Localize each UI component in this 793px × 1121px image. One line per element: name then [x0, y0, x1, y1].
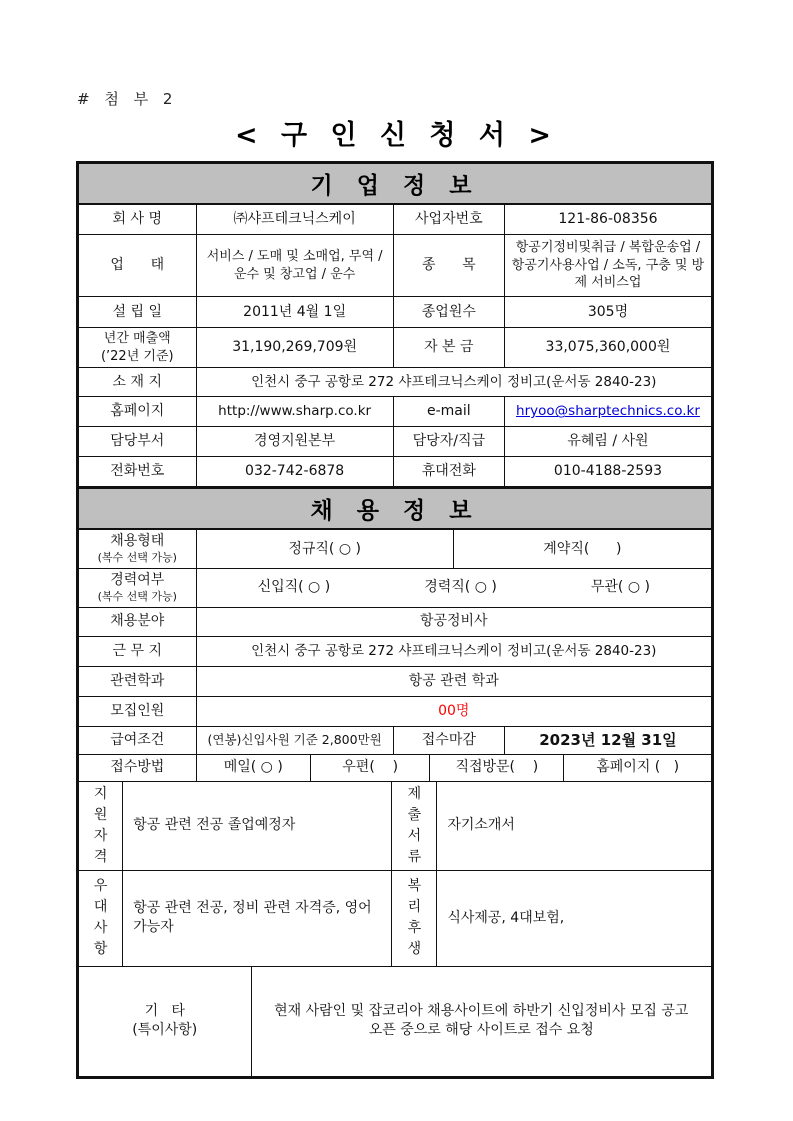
address-row	[79, 368, 711, 397]
revenue-value: 31,190,269,709원	[197, 328, 394, 367]
major-row	[79, 667, 711, 697]
biz-type-value: 서비스 / 도매 및 소매업, 무역 / 운수 및 창고업 / 운수	[197, 235, 394, 296]
career-option-any: 무관( ○ )	[590, 579, 650, 596]
employment-type-label-text: 채용형태	[110, 533, 165, 550]
email-cell	[505, 397, 711, 426]
revenue-label-line1: 년간 매출액	[103, 331, 171, 346]
biz-type-row	[79, 235, 711, 297]
benefits-label-text: 복리후생	[407, 878, 422, 958]
homepage-row	[79, 397, 711, 427]
major-label: 관련학과	[79, 667, 197, 696]
employment-type-regular: 정규직( ○ )	[197, 530, 454, 568]
qualification-label	[79, 782, 123, 870]
capital-value: 33,075,360,000원	[545, 339, 671, 356]
dept-value: 경영지원본부	[197, 427, 394, 456]
phone-value: 032-742-6878	[197, 457, 394, 486]
company-section-header	[79, 164, 711, 205]
recruit-section-header	[79, 487, 711, 530]
phone-label: 전화번호	[79, 457, 197, 486]
benefits-value: 식사제공, 4대보험,	[447, 909, 565, 926]
documents-label-text: 제출서류	[407, 785, 422, 865]
apply-method-row	[79, 755, 711, 782]
company-name-row	[79, 205, 711, 235]
email-link[interactable]: hryoo@sharptechnics.co.kr	[516, 403, 700, 420]
documents-label	[392, 782, 437, 870]
major-value: 항공 관련 학과	[408, 672, 499, 689]
phone-row	[79, 457, 711, 487]
homepage-label: 홈페이지	[79, 397, 197, 426]
manager-label: 담당자/직급	[394, 427, 505, 456]
qualification-value: 항공 관련 전공 졸업예정자	[123, 782, 392, 870]
field-row	[79, 608, 711, 637]
attachment-label: # 첨 부 2	[77, 90, 178, 108]
revenue-label	[79, 328, 197, 367]
workplace-value: 인천시 중구 공항로 272 샤프테크닉스케이 정비고(운서동 2840-23)	[251, 642, 657, 659]
salary-label: 급여조건	[79, 727, 197, 754]
preferred-value: 항공 관련 전공, 정비 관련 자격증, 영어 가능자	[123, 871, 392, 966]
biz-number-value: 121-86-08356	[558, 211, 658, 228]
job-request-form	[76, 161, 714, 1079]
employees-value: 305명	[587, 303, 629, 320]
company-name-label: 회 사 명	[79, 205, 197, 234]
apply-method-label: 접수방법	[79, 755, 197, 781]
employment-type-row	[79, 530, 711, 569]
capital-label: 자 본 금	[394, 328, 505, 367]
salary-row	[79, 727, 711, 755]
etc-value: 현재 사람인 및 잡코리아 채용사이트에 하반기 신입정비사 모집 공고 오픈 중으로 해당 사이트로 접수 요청	[274, 1003, 693, 1039]
mobile-value: 010-4188-2593	[553, 463, 663, 480]
page-title: < 구 인 신 청 서 >	[234, 120, 559, 151]
documents-value: 자기소개서	[447, 817, 515, 834]
workplace-label: 근 무 지	[79, 637, 197, 666]
career-note: (복수 선택 가능)	[97, 589, 177, 603]
career-label	[79, 569, 197, 607]
preferred-label	[79, 871, 123, 966]
apply-option-visit: 직접방문( )	[430, 755, 564, 781]
etc-label-line2: (특이사항)	[132, 1022, 198, 1039]
headcount-label: 모집인원	[79, 697, 197, 726]
headcount-row	[79, 697, 711, 727]
founded-value: 2011년 4월 1일	[197, 297, 394, 327]
career-row	[79, 569, 711, 608]
deadline-value: 2023년 12월 31일	[539, 730, 677, 749]
apply-option-homepage: 홈페이지 ( )	[596, 759, 680, 776]
field-label: 채용분야	[79, 608, 197, 636]
career-options	[197, 569, 711, 607]
founded-row	[79, 297, 711, 328]
homepage-value: http://www.sharp.co.kr	[197, 397, 394, 426]
company-name-value: ㈜샤프테크닉스케이	[197, 205, 394, 234]
recruit-section-title: 채 용 정 보	[310, 498, 480, 525]
address-label: 소 재 지	[79, 368, 197, 396]
dept-row	[79, 427, 711, 457]
apply-option-mail: 메일( ○ )	[197, 755, 311, 781]
career-label-text: 경력여부	[110, 571, 165, 588]
deadline-label: 접수마감	[394, 727, 505, 754]
items-label: 종 목	[394, 235, 505, 296]
company-section-title: 기 업 정 보	[310, 173, 480, 199]
mobile-label: 휴대전화	[394, 457, 505, 486]
revenue-row	[79, 328, 711, 368]
career-option-new: 신입직( ○ )	[257, 579, 331, 596]
items-value: 항공기정비및취급 / 복합운송업 / 항공기사용사업 / 소독, 구충 및 방제 서비스업	[511, 240, 705, 291]
qualification-label-text: 지원자격	[93, 785, 108, 865]
employment-type-contract: 계약직( )	[543, 540, 622, 557]
headcount-value: 00명	[438, 702, 470, 719]
benefits-label	[392, 871, 437, 966]
dept-label: 담당부서	[79, 427, 197, 456]
biz-number-label: 사업자번호	[394, 205, 505, 234]
employees-label: 종업원수	[394, 297, 505, 327]
founded-label: 설 립 일	[79, 297, 197, 327]
email-label: e-mail	[394, 397, 505, 426]
preferred-row	[79, 871, 711, 967]
career-option-experienced: 경력직( ○ )	[424, 579, 497, 596]
field-value: 항공정비사	[419, 613, 488, 630]
preferred-label-text: 우대사항	[93, 878, 108, 958]
etc-row	[79, 967, 711, 1076]
etc-label-line1: 기 타	[144, 1003, 185, 1020]
employment-type-label	[79, 530, 197, 568]
address-value: 인천시 중구 공항로 272 샤프테크닉스케이 정비고(운서동 2840-23)	[251, 373, 657, 390]
biz-type-label: 업 태	[79, 235, 197, 296]
qualification-row	[79, 782, 711, 871]
apply-option-post: 우편( )	[311, 755, 430, 781]
manager-value: 유혜림 / 사원	[567, 433, 649, 450]
salary-value: (연봉)신입사원 기준 2,800만원	[197, 727, 394, 754]
workplace-row	[79, 637, 711, 667]
employment-type-note: (복수 선택 가능)	[97, 550, 177, 564]
etc-label	[79, 967, 252, 1076]
revenue-label-line2: (’22년 기준)	[100, 348, 174, 364]
